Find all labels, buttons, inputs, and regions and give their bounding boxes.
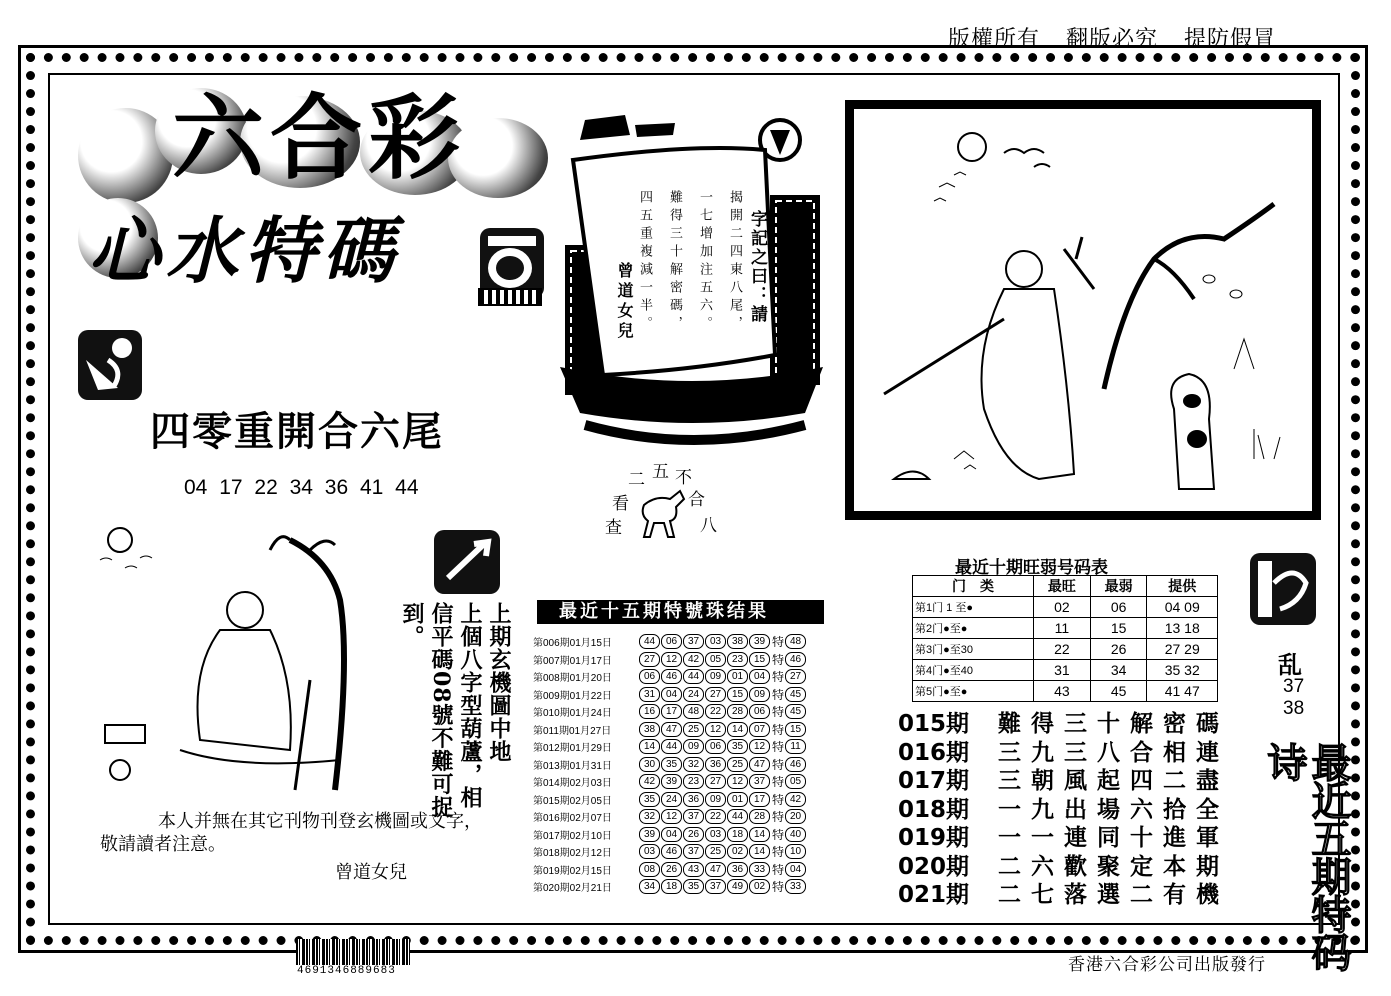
number-ball: 24 — [661, 792, 682, 807]
number-ball: 15 — [749, 652, 770, 667]
cold-cell: 26 — [1090, 639, 1147, 660]
poem-title: 最近五期特码诗 — [1261, 742, 1351, 970]
number-ball: 24 — [683, 687, 704, 702]
number-ball: 02 — [749, 879, 770, 894]
special-number-ball: 04 — [785, 862, 806, 877]
special-number-ball: 45 — [785, 704, 806, 719]
barcode — [296, 939, 410, 965]
special-label: 特 — [772, 705, 785, 720]
result-period-label: 第019期02月15日 — [533, 865, 612, 877]
number-ball: 36 — [727, 862, 748, 877]
sail-signature: 曾道女兒 — [615, 262, 634, 342]
number-ball: 04 — [661, 687, 682, 702]
result-period-label: 第014期02月03日 — [533, 778, 612, 790]
result-row — [533, 668, 807, 686]
column-header: 最弱 — [1090, 576, 1147, 597]
poem-period: 016期 — [898, 739, 970, 766]
table-row — [913, 597, 1218, 618]
number-ball: 14 — [749, 827, 770, 842]
special-label: 特 — [772, 775, 785, 790]
poem-row — [898, 767, 1229, 796]
number-ball: 37 — [705, 879, 726, 894]
number-ball: 46 — [661, 669, 682, 684]
number-ball: 12 — [705, 722, 726, 737]
number-ball: 08 — [639, 862, 660, 877]
cold-cell: 34 — [1090, 660, 1147, 681]
number-ball: 14 — [749, 844, 770, 859]
result-row — [533, 686, 807, 704]
number-ball: 44 — [661, 739, 682, 754]
number-ball: 44 — [727, 809, 748, 824]
sail-line-3: 難得三十解密碼， — [667, 190, 682, 334]
number-ball: 35 — [639, 792, 660, 807]
riddle-char: 二 — [628, 470, 645, 490]
number-ball: 43 — [683, 862, 704, 877]
number-ball: 37 — [683, 809, 704, 824]
result-period-label: 第018期02月12日 — [533, 848, 612, 860]
poem-period: 017期 — [898, 768, 970, 794]
poem-row — [898, 881, 1229, 910]
number-ball: 27 — [639, 652, 660, 667]
special-label: 特 — [772, 740, 785, 755]
number-ball: 31 — [639, 687, 660, 702]
poem-text: 二七落選二有機 — [998, 881, 1229, 908]
give-cell: 27 29 — [1147, 639, 1218, 660]
publisher: 香港六合彩公司出版發行 — [1068, 955, 1266, 975]
side-tag-num-1: 37 — [1283, 676, 1305, 697]
sail-line-2: 一七增加注五六。 — [697, 190, 712, 334]
riddle-char: 五 — [652, 462, 669, 482]
special-number-ball: 10 — [785, 844, 806, 859]
scroll-base-icon — [478, 288, 542, 306]
door-cell: 第4门●至40 — [913, 660, 1034, 681]
number-ball: 22 — [705, 809, 726, 824]
result-period-label: 第008期01月20日 — [533, 673, 612, 685]
result-row — [533, 703, 807, 721]
number-ball: 06 — [639, 669, 660, 684]
special-number-ball: 27 — [785, 669, 806, 684]
number-ball: 12 — [661, 652, 682, 667]
number-ball: 25 — [683, 722, 704, 737]
sail-heading: 字記之曰：請 — [747, 210, 767, 324]
results-title-text: 最近十五期特號珠结果 — [559, 601, 769, 622]
result-period-label: 第007期01月17日 — [533, 655, 612, 667]
number-ball: 26 — [661, 862, 682, 877]
number-ball: 12 — [727, 774, 748, 789]
number-ball: 28 — [749, 809, 770, 824]
barcode-number: 4691346889683 — [297, 965, 396, 977]
number-ball: 18 — [727, 827, 748, 842]
result-row — [533, 756, 807, 774]
number-ball: 32 — [639, 809, 660, 824]
number-list: 04 17 22 34 36 41 44 — [184, 476, 419, 499]
number-ball: 35 — [661, 757, 682, 772]
column-header: 门 类 — [913, 576, 1034, 597]
number-ball: 09 — [705, 792, 726, 807]
special-label: 特 — [772, 792, 785, 807]
result-row — [533, 791, 807, 809]
pointing-hand-icon — [434, 530, 500, 594]
number-ball: 27 — [705, 774, 726, 789]
copyright-3: 提防假冒 — [1184, 27, 1277, 52]
result-row — [533, 651, 807, 669]
poem-period: 018期 — [898, 796, 970, 823]
column-header: 最旺 — [1034, 576, 1091, 597]
puzzle-col-4: 到。 — [399, 602, 425, 648]
table-header-row — [913, 576, 1218, 597]
give-cell: 04 09 — [1147, 597, 1218, 618]
give-cell: 35 32 — [1147, 660, 1218, 681]
number-ball: 39 — [639, 827, 660, 842]
special-number-ball: 20 — [785, 809, 806, 824]
special-number-ball: 33 — [785, 879, 806, 894]
number-ball: 23 — [683, 774, 704, 789]
number-ball: 25 — [727, 757, 748, 772]
number-ball: 01 — [727, 669, 748, 684]
special-label: 特 — [772, 635, 785, 650]
number-ball: 47 — [749, 757, 770, 772]
number-ball: 12 — [661, 809, 682, 824]
special-label: 特 — [772, 722, 785, 737]
number-ball: 37 — [683, 634, 704, 649]
cold-cell: 06 — [1090, 597, 1147, 618]
number-ball: 35 — [727, 739, 748, 754]
table-row — [913, 660, 1218, 681]
table-row — [913, 681, 1218, 702]
number-ball: 49 — [727, 879, 748, 894]
special-label: 特 — [772, 652, 785, 667]
cold-cell: 45 — [1090, 681, 1147, 702]
riddle-char: 看 — [612, 494, 629, 514]
poem-text: 三朝風起四二盡 — [998, 767, 1229, 794]
result-row — [533, 721, 807, 739]
number-ball: 02 — [727, 844, 748, 859]
number-ball: 34 — [639, 879, 660, 894]
poem-period: 021期 — [898, 882, 970, 908]
hot-cold-title: 最近十期旺弱号码表 — [955, 558, 1108, 578]
special-number-ball: 46 — [785, 652, 806, 667]
cold-cell: 15 — [1090, 618, 1147, 639]
results-list — [533, 633, 807, 896]
number-ball: 18 — [661, 879, 682, 894]
poem-period: 015期 — [898, 711, 970, 737]
poem-row — [898, 824, 1229, 853]
result-row — [533, 878, 807, 896]
number-ball: 26 — [683, 827, 704, 842]
result-period-label: 第015期02月05日 — [533, 795, 612, 807]
number-ball: 06 — [661, 634, 682, 649]
scholar-illustration — [80, 520, 380, 805]
special-label: 特 — [772, 827, 785, 842]
poem-text: 一九出場六拾全 — [998, 795, 1229, 823]
number-ball: 12 — [749, 739, 770, 754]
number-ball: 38 — [727, 634, 748, 649]
number-ball: 47 — [661, 722, 682, 737]
door-cell: 第3门●至30 — [913, 639, 1034, 660]
puzzle-col-1: 上期玄機圖中地 — [486, 602, 512, 763]
door-cell: 第5门●至● — [913, 681, 1034, 702]
page-subtitle: 心水特碼 — [88, 208, 401, 293]
riddle-char: 查 — [605, 518, 622, 538]
number-ball: 39 — [661, 774, 682, 789]
number-ball: 39 — [749, 634, 770, 649]
number-ball: 46 — [661, 844, 682, 859]
special-label: 特 — [772, 862, 785, 877]
special-label: 特 — [772, 757, 785, 772]
special-number-ball: 11 — [785, 739, 806, 754]
result-period-label: 第006期01月15日 — [533, 638, 612, 650]
puzzle-col-3: 信平碼08號不難可捉 — [428, 602, 454, 819]
monk-picture-frame — [845, 100, 1321, 520]
special-label: 特 — [772, 670, 785, 685]
sail-line-4: 四五重複減一半。 — [637, 190, 652, 334]
number-ball: 30 — [639, 757, 660, 772]
number-ball: 07 — [749, 722, 770, 737]
number-ball: 17 — [749, 792, 770, 807]
sail-line-1: 揭開二四東八尾， — [727, 190, 742, 334]
result-period-label: 第020期02月21日 — [533, 883, 612, 895]
headline: 四零重開合六尾 — [150, 408, 444, 455]
number-ball: 27 — [705, 687, 726, 702]
result-period-label: 第012期01月29日 — [533, 743, 612, 755]
number-ball: 22 — [705, 704, 726, 719]
number-ball: 44 — [639, 634, 660, 649]
column-header: 提供 — [1147, 576, 1218, 597]
number-ball: 06 — [705, 739, 726, 754]
poem-period: 019期 — [898, 825, 970, 851]
disclaimer-signer: 曾道女兒 — [335, 862, 407, 883]
hot-cell: 22 — [1034, 639, 1091, 660]
disclaimer — [100, 810, 482, 856]
poem-period: 020期 — [898, 853, 970, 880]
number-ball: 23 — [727, 652, 748, 667]
number-ball: 15 — [727, 687, 748, 702]
copyright-1: 版權所有 — [948, 27, 1041, 52]
number-ball: 06 — [749, 704, 770, 719]
poem-row — [898, 853, 1229, 882]
number-ball: 03 — [705, 827, 726, 842]
result-row — [533, 738, 807, 756]
special-number-ball: 15 — [785, 722, 806, 737]
disclaimer-line-2: 敬請讀者注意。 — [100, 834, 226, 855]
result-period-label: 第017期02月10日 — [533, 830, 612, 842]
number-ball: 14 — [727, 722, 748, 737]
number-ball: 09 — [749, 687, 770, 702]
result-period-label: 第010期01月24日 — [533, 708, 612, 720]
hot-cell: 43 — [1034, 681, 1091, 702]
riddle-char: 不 — [675, 468, 692, 488]
number-ball: 35 — [683, 879, 704, 894]
number-ball: 37 — [749, 774, 770, 789]
number-ball: 17 — [661, 704, 682, 719]
ship-illustration — [555, 95, 830, 455]
poem-row — [898, 796, 1229, 825]
side-tag-num-2: 38 — [1283, 698, 1305, 719]
result-period-label: 第013期01月31日 — [533, 760, 612, 772]
number-ball: 38 — [639, 722, 660, 737]
special-number-ball: 42 — [785, 792, 806, 807]
result-row — [533, 861, 807, 879]
riddle-char: 八 — [700, 516, 717, 536]
number-ball: 32 — [683, 757, 704, 772]
number-ball: 25 — [705, 844, 726, 859]
number-ball: 44 — [683, 669, 704, 684]
page-title: 六合彩 — [172, 84, 467, 192]
special-label: 特 — [772, 845, 785, 860]
number-ball: 09 — [683, 739, 704, 754]
number-ball: 48 — [683, 704, 704, 719]
poem-text: 難得三十解密碼 — [998, 710, 1229, 737]
give-cell: 41 47 — [1147, 681, 1218, 702]
special-number-ball: 48 — [785, 634, 806, 649]
special-number-ball: 05 — [785, 774, 806, 789]
result-period-label: 第009期01月22日 — [533, 690, 612, 702]
hand-gesture-icon — [1250, 553, 1316, 625]
give-cell: 13 18 — [1147, 618, 1218, 639]
poem-row — [898, 739, 1229, 768]
poem-row — [898, 710, 1229, 739]
hot-cold-table — [912, 575, 1218, 702]
number-ball: 16 — [639, 704, 660, 719]
disclaimer-line-1: 本人并無在其它刊物刊登玄機圖或文字， — [158, 811, 482, 832]
special-number-ball: 46 — [785, 757, 806, 772]
hot-cell: 02 — [1034, 597, 1091, 618]
number-ball: 04 — [661, 827, 682, 842]
puzzle-col-2: 上個八字型葫蘆，相 — [457, 602, 483, 809]
table-row — [913, 639, 1218, 660]
number-ball: 04 — [749, 669, 770, 684]
copyright-notice — [948, 22, 1276, 53]
special-label: 特 — [772, 687, 785, 702]
special-label: 特 — [772, 810, 785, 825]
result-row — [533, 843, 807, 861]
side-tag-char: 乱 — [1278, 650, 1302, 679]
poem-text: 一一連同十進軍 — [998, 824, 1229, 851]
number-ball: 28 — [727, 704, 748, 719]
door-cell: 第1门 1 至● — [913, 597, 1034, 618]
special-label: 特 — [772, 880, 785, 895]
door-cell: 第2门●至● — [913, 618, 1034, 639]
result-row — [533, 826, 807, 844]
poem-text: 三九三八合相連 — [998, 738, 1229, 766]
result-period-label: 第016期02月07日 — [533, 813, 612, 825]
result-row — [533, 633, 807, 651]
results-title — [537, 600, 824, 624]
number-ball: 09 — [705, 669, 726, 684]
number-ball: 14 — [639, 739, 660, 754]
number-ball: 36 — [683, 792, 704, 807]
number-ball: 03 — [705, 634, 726, 649]
poem-text: 二六歡聚定本期 — [998, 852, 1229, 880]
number-ball: 42 — [639, 774, 660, 789]
hot-cell: 11 — [1034, 618, 1091, 639]
number-ball: 05 — [705, 652, 726, 667]
hand-icon — [78, 330, 142, 400]
copyright-2: 翻版必究 — [1066, 27, 1159, 52]
number-ball: 33 — [749, 862, 770, 877]
horse-riddle — [600, 455, 720, 545]
horse-icon — [636, 485, 692, 540]
number-ball: 01 — [727, 792, 748, 807]
special-number-ball: 45 — [785, 687, 806, 702]
special-number-ball: 40 — [785, 827, 806, 842]
table-row — [913, 618, 1218, 639]
number-ball: 03 — [639, 844, 660, 859]
riddle-char: 合 — [688, 490, 705, 510]
number-ball: 36 — [705, 757, 726, 772]
number-ball: 37 — [683, 844, 704, 859]
result-period-label: 第011期01月27日 — [533, 725, 612, 737]
poem-list — [898, 710, 1229, 910]
hot-cell: 31 — [1034, 660, 1091, 681]
number-ball: 42 — [683, 652, 704, 667]
number-ball: 47 — [705, 862, 726, 877]
result-row — [533, 773, 807, 791]
result-row — [533, 808, 807, 826]
